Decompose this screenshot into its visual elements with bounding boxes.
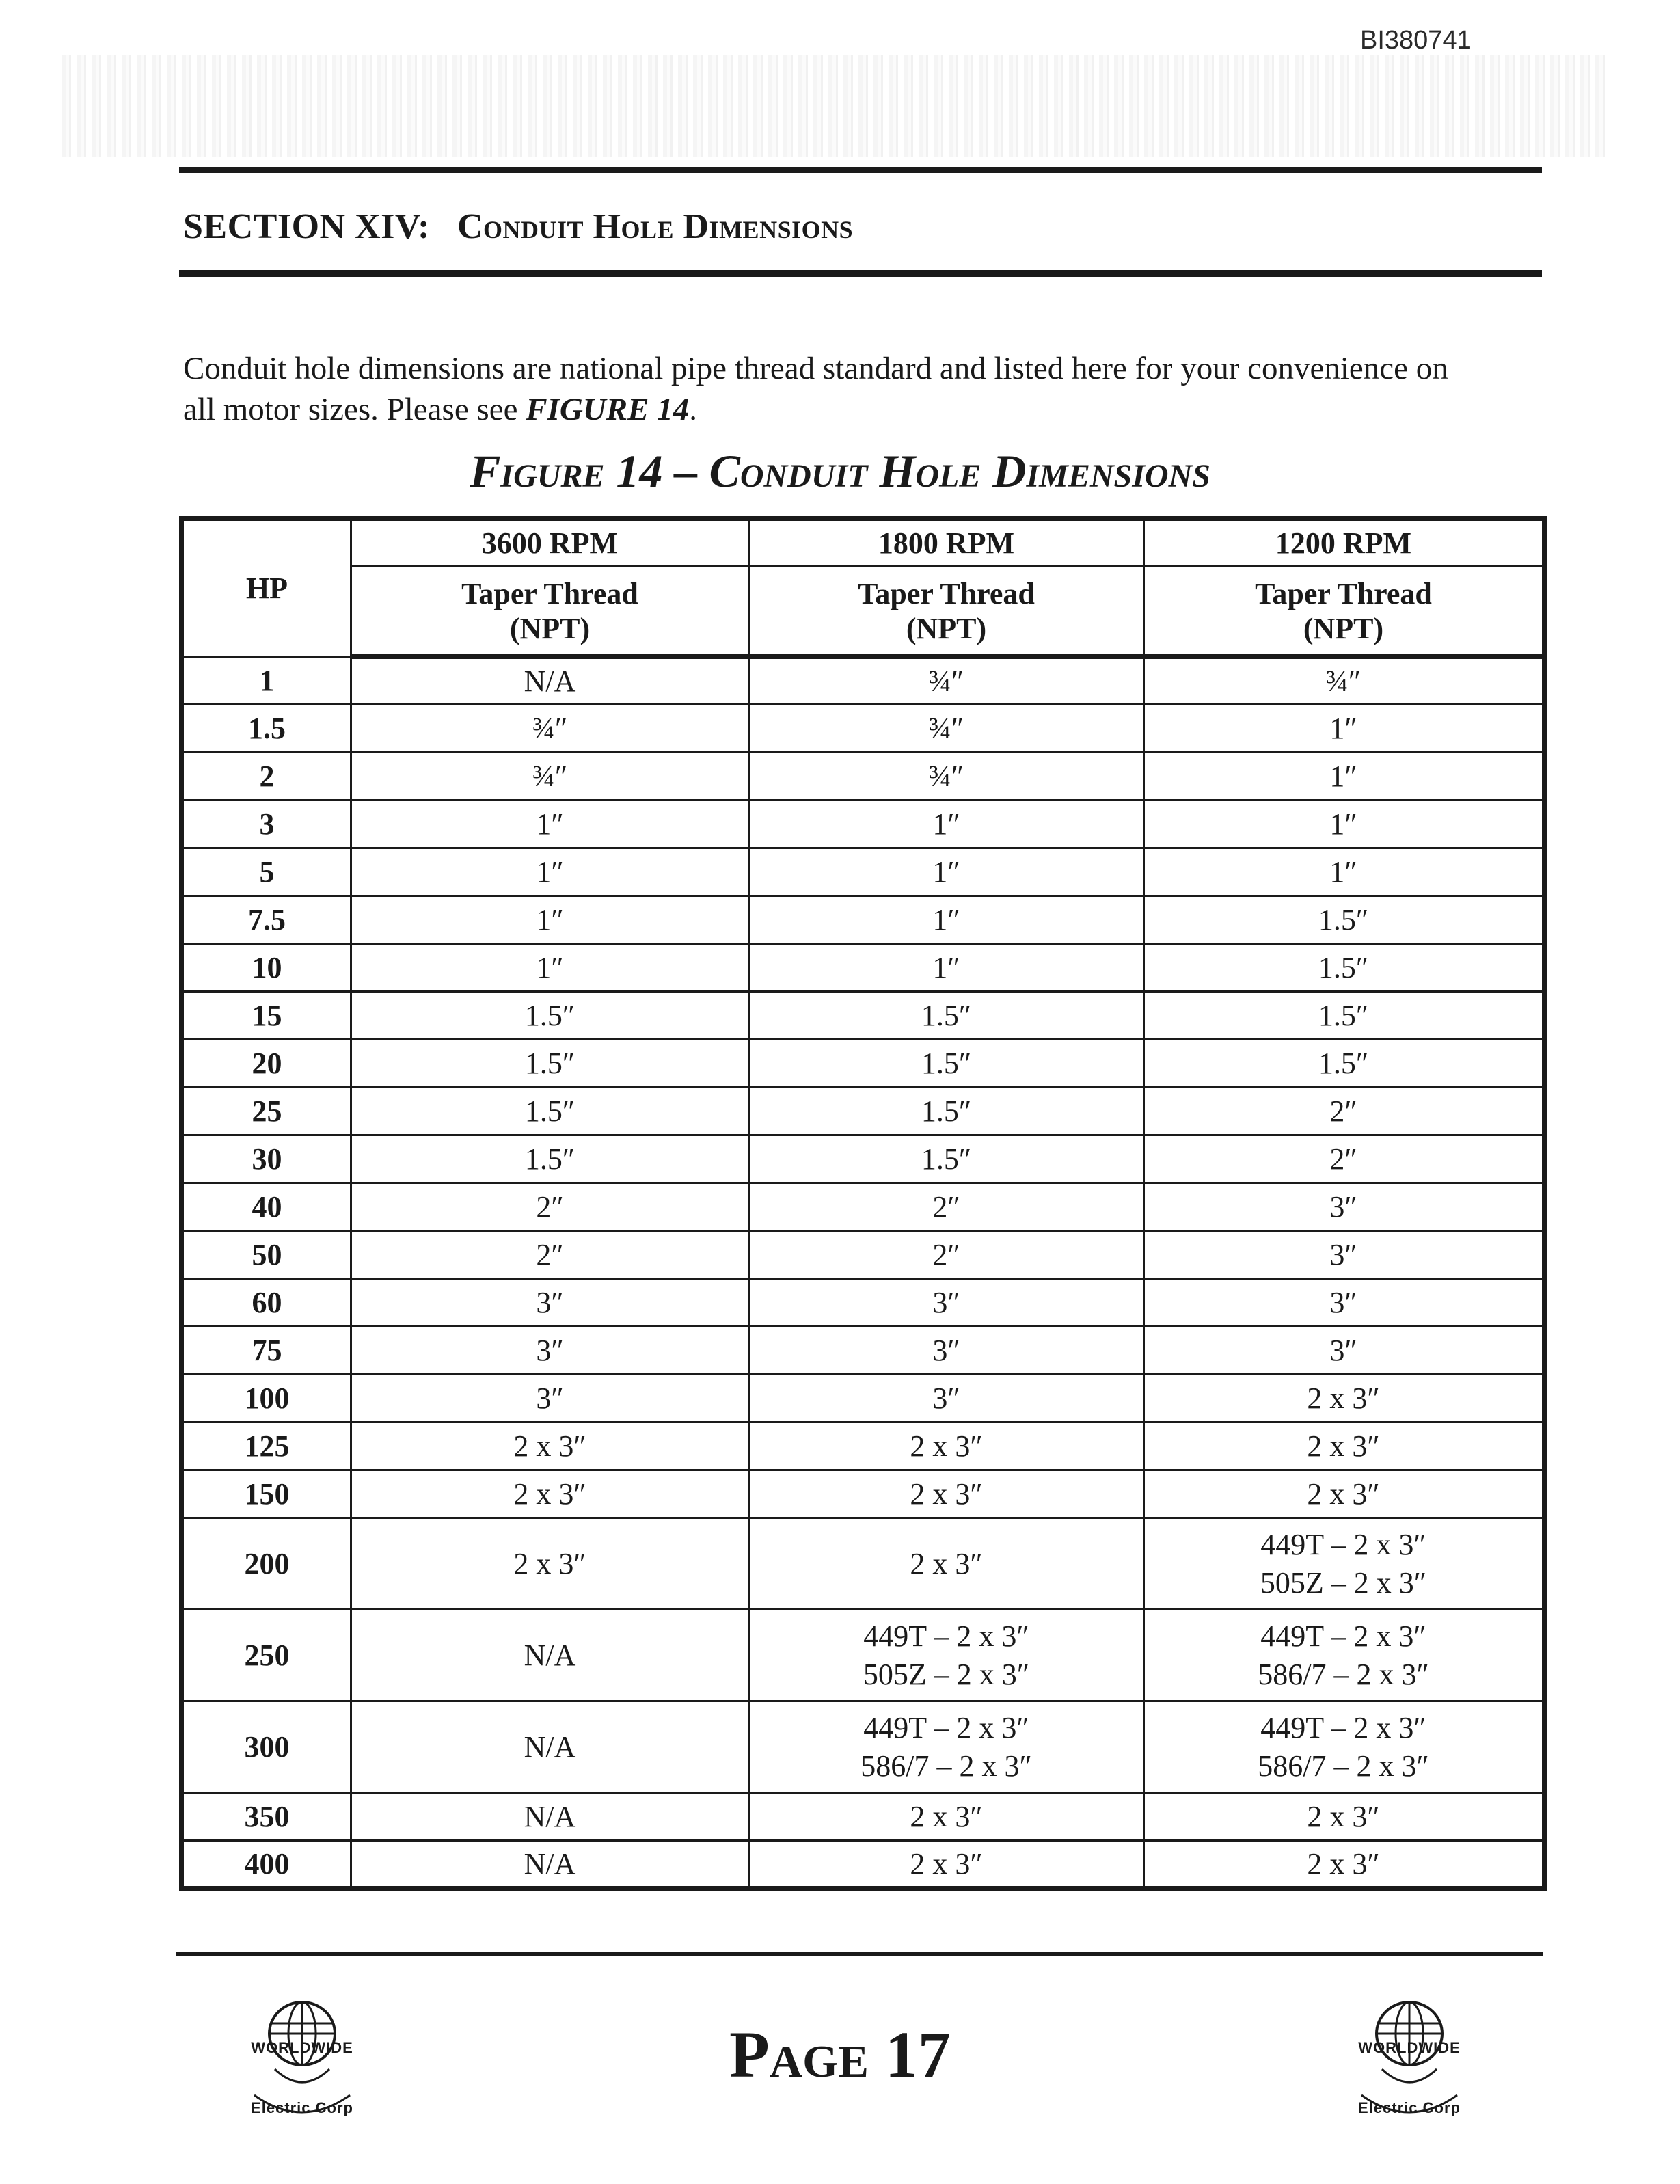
conduit-size-cell bbox=[749, 992, 1144, 1040]
hp-cell: 7.5 bbox=[182, 896, 351, 944]
table-row bbox=[182, 1088, 1545, 1135]
conduit-size-cell bbox=[1144, 1231, 1545, 1279]
figure-title: Figure 14 – Conduit Hole Dimensions bbox=[470, 445, 1210, 497]
conduit-size-cell bbox=[749, 1841, 1144, 1889]
conduit-size-cell bbox=[351, 1793, 749, 1841]
rpm-header: 3600 RPM bbox=[351, 519, 749, 567]
conduit-size-cell bbox=[1144, 1518, 1545, 1610]
hp-cell: 350 bbox=[182, 1793, 351, 1841]
conduit-size-value: 2 x 3″ bbox=[910, 1429, 983, 1463]
conduit-size-cell bbox=[1144, 1183, 1545, 1231]
conduit-size-cell bbox=[749, 1518, 1144, 1610]
section-title: Conduit Hole Dimensions bbox=[457, 207, 854, 246]
conduit-size-value: N/A bbox=[524, 1638, 576, 1672]
conduit-size-value: 2 x 3″ bbox=[910, 1846, 983, 1880]
conduit-size-value: 3″ bbox=[1329, 1189, 1357, 1224]
table-row bbox=[182, 992, 1545, 1040]
conduit-size-cell bbox=[351, 848, 749, 896]
conduit-size-value: 3″ bbox=[932, 1285, 960, 1319]
hp-cell: 2 bbox=[182, 753, 351, 800]
conduit-size-cell bbox=[749, 1610, 1144, 1701]
conduit-size-cell bbox=[749, 753, 1144, 800]
conduit-size-value: 1″ bbox=[1329, 711, 1357, 745]
conduit-size-value: 1″ bbox=[536, 950, 564, 984]
conduit-size-value: 1″ bbox=[932, 807, 960, 841]
conduit-size-cell bbox=[749, 1135, 1144, 1183]
conduit-size-value: 1.5″ bbox=[921, 998, 972, 1032]
table-row bbox=[182, 1279, 1545, 1327]
conduit-size-value: 3″ bbox=[932, 1333, 960, 1367]
hp-cell: 25 bbox=[182, 1088, 351, 1135]
conduit-size-value: N/A bbox=[524, 1846, 576, 1880]
worldwide-logo bbox=[1341, 1993, 1478, 2122]
conduit-size-value: 1″ bbox=[932, 902, 960, 936]
hp-cell: 1 bbox=[182, 657, 351, 705]
conduit-size-cell bbox=[1144, 657, 1545, 705]
section-rule bbox=[179, 270, 1542, 277]
conduit-size-cell bbox=[1144, 1375, 1545, 1423]
hp-cell: 3 bbox=[182, 800, 351, 848]
conduit-size-value: 3″ bbox=[536, 1285, 564, 1319]
thread-type-label: Taper Thread bbox=[1255, 576, 1432, 610]
conduit-size-cell bbox=[351, 1701, 749, 1793]
conduit-size-cell bbox=[749, 848, 1144, 896]
conduit-size-value: 586/7 – 2 x 3″ bbox=[1258, 1749, 1429, 1783]
table-row bbox=[182, 800, 1545, 848]
conduit-size-value: 2 x 3″ bbox=[513, 1546, 586, 1580]
conduit-size-cell bbox=[749, 1279, 1144, 1327]
table-row bbox=[182, 1841, 1545, 1889]
hp-cell: 400 bbox=[182, 1841, 351, 1889]
logo-line-1: WORLDWIDE bbox=[251, 2039, 353, 2056]
conduit-size-cell bbox=[1144, 848, 1545, 896]
conduit-size-cell bbox=[1144, 896, 1545, 944]
conduit-size-cell bbox=[749, 1183, 1144, 1231]
table-row bbox=[182, 896, 1545, 944]
conduit-size-value: 1″ bbox=[1329, 854, 1357, 889]
hp-cell: 10 bbox=[182, 944, 351, 992]
conduit-size-cell bbox=[1144, 705, 1545, 753]
logo-line-1: WORLDWIDE bbox=[1358, 2039, 1461, 2056]
rpm-header: 1200 RPM bbox=[1144, 519, 1545, 567]
conduit-size-cell bbox=[749, 800, 1144, 848]
conduit-size-value: 2 x 3″ bbox=[1307, 1799, 1380, 1833]
conduit-size-value: 449T – 2 x 3″ bbox=[1260, 1619, 1426, 1653]
conduit-size-value: 1.5″ bbox=[921, 1094, 972, 1128]
table-row bbox=[182, 1470, 1545, 1518]
conduit-size-value: 1.5″ bbox=[1318, 902, 1369, 936]
conduit-size-value: 1.5″ bbox=[1318, 1046, 1369, 1080]
conduit-size-value: 2″ bbox=[1329, 1094, 1357, 1128]
conduit-size-value: 2 x 3″ bbox=[513, 1429, 586, 1463]
conduit-size-value: 1″ bbox=[932, 950, 960, 984]
conduit-size-value: 2″ bbox=[536, 1237, 564, 1271]
thread-standard-label: (NPT) bbox=[509, 611, 591, 645]
thread-type-label: Taper Thread bbox=[858, 576, 1035, 610]
thread-standard-label: (NPT) bbox=[906, 611, 987, 645]
conduit-size-value: 2″ bbox=[536, 1189, 564, 1224]
hp-cell: 125 bbox=[182, 1423, 351, 1470]
table-row bbox=[182, 1423, 1545, 1470]
conduit-size-value: 2 x 3″ bbox=[1307, 1381, 1380, 1415]
conduit-size-cell bbox=[351, 1040, 749, 1088]
conduit-size-cell bbox=[1144, 1841, 1545, 1889]
hp-cell: 100 bbox=[182, 1375, 351, 1423]
conduit-size-cell bbox=[351, 1088, 749, 1135]
conduit-size-cell bbox=[351, 944, 749, 992]
conduit-size-cell bbox=[749, 657, 1144, 705]
conduit-size-cell bbox=[351, 992, 749, 1040]
conduit-size-value: N/A bbox=[524, 1729, 576, 1764]
conduit-size-cell bbox=[351, 1135, 749, 1183]
conduit-size-value: N/A bbox=[524, 664, 576, 698]
section-number: SECTION XIV: bbox=[183, 207, 430, 246]
table-row bbox=[182, 1135, 1545, 1183]
conduit-size-value: 2″ bbox=[1329, 1142, 1357, 1176]
hp-cell: 250 bbox=[182, 1610, 351, 1701]
table-row bbox=[182, 1610, 1545, 1701]
conduit-size-cell bbox=[351, 1375, 749, 1423]
logo-line-2: Electric Corp bbox=[1358, 2099, 1461, 2116]
conduit-size-cell bbox=[1144, 1040, 1545, 1088]
table-row bbox=[182, 705, 1545, 753]
table-row bbox=[182, 657, 1545, 705]
conduit-size-cell bbox=[749, 1470, 1144, 1518]
conduit-size-value: 3″ bbox=[536, 1381, 564, 1415]
hp-header: HP bbox=[182, 519, 351, 657]
conduit-size-cell bbox=[351, 1231, 749, 1279]
intro-paragraph bbox=[183, 348, 1482, 430]
conduit-size-cell bbox=[749, 1327, 1144, 1375]
hp-cell: 200 bbox=[182, 1518, 351, 1610]
table-row bbox=[182, 944, 1545, 992]
hp-cell: 40 bbox=[182, 1183, 351, 1231]
conduit-size-value: 2 x 3″ bbox=[1307, 1477, 1380, 1511]
conduit-size-cell bbox=[1144, 1701, 1545, 1793]
conduit-size-cell bbox=[351, 1279, 749, 1327]
conduit-size-value: 1.5″ bbox=[921, 1142, 972, 1176]
scan-noise-band bbox=[62, 55, 1606, 157]
conduit-size-cell bbox=[749, 1423, 1144, 1470]
conduit-size-cell bbox=[351, 800, 749, 848]
table-row bbox=[182, 1327, 1545, 1375]
conduit-size-cell bbox=[351, 1841, 749, 1889]
figure-reference: FIGURE 14 bbox=[526, 392, 690, 427]
conduit-size-value: 1″ bbox=[536, 854, 564, 889]
conduit-size-value: ¾″ bbox=[928, 759, 964, 793]
conduit-size-cell bbox=[749, 896, 1144, 944]
conduit-size-value: 2 x 3″ bbox=[910, 1546, 983, 1580]
conduit-size-value: 1.5″ bbox=[524, 1046, 575, 1080]
conduit-size-value: 586/7 – 2 x 3″ bbox=[1258, 1657, 1429, 1691]
conduit-size-cell bbox=[1144, 1135, 1545, 1183]
hp-cell: 60 bbox=[182, 1279, 351, 1327]
conduit-size-value: 1″ bbox=[1329, 759, 1357, 793]
header-rule bbox=[179, 167, 1542, 173]
table-row bbox=[182, 1375, 1545, 1423]
conduit-size-cell bbox=[749, 1701, 1144, 1793]
conduit-size-cell bbox=[351, 1470, 749, 1518]
table-row bbox=[182, 1518, 1545, 1610]
conduit-size-cell bbox=[351, 1327, 749, 1375]
hp-cell: 20 bbox=[182, 1040, 351, 1088]
conduit-size-cell bbox=[351, 657, 749, 705]
conduit-size-cell bbox=[749, 1040, 1144, 1088]
conduit-size-value: ¾″ bbox=[532, 759, 568, 793]
thread-type-header bbox=[351, 567, 749, 657]
hp-cell: 150 bbox=[182, 1470, 351, 1518]
footer-rule bbox=[176, 1952, 1543, 1956]
conduit-size-value: 1″ bbox=[1329, 807, 1357, 841]
conduit-size-cell bbox=[1144, 1610, 1545, 1701]
conduit-size-cell bbox=[351, 1423, 749, 1470]
conduit-size-value: 1.5″ bbox=[1318, 998, 1369, 1032]
conduit-size-cell bbox=[1144, 1793, 1545, 1841]
conduit-size-cell bbox=[1144, 753, 1545, 800]
hp-cell: 15 bbox=[182, 992, 351, 1040]
conduit-size-value: 3″ bbox=[1329, 1285, 1357, 1319]
conduit-size-cell bbox=[1144, 1088, 1545, 1135]
hp-cell: 75 bbox=[182, 1327, 351, 1375]
hp-cell: 50 bbox=[182, 1231, 351, 1279]
conduit-size-value: 2″ bbox=[932, 1237, 960, 1271]
conduit-size-value: 1.5″ bbox=[921, 1046, 972, 1080]
conduit-size-cell bbox=[351, 896, 749, 944]
conduit-size-value: 586/7 – 2 x 3″ bbox=[861, 1749, 1032, 1783]
conduit-size-value: 505Z – 2 x 3″ bbox=[863, 1657, 1030, 1691]
conduit-size-value: ¾″ bbox=[532, 711, 568, 745]
conduit-size-cell bbox=[1144, 992, 1545, 1040]
conduit-size-value: 1″ bbox=[536, 902, 564, 936]
intro-text: Conduit hole dimensions are national pipe thread standard and listed here for your convenience on all motor sizes. Please see bbox=[183, 351, 1448, 427]
conduit-size-value: 3″ bbox=[1329, 1237, 1357, 1271]
conduit-size-value: 3″ bbox=[932, 1381, 960, 1415]
conduit-size-cell bbox=[749, 1375, 1144, 1423]
table-row bbox=[182, 1183, 1545, 1231]
conduit-size-value: 1″ bbox=[932, 854, 960, 889]
thread-type-header bbox=[1144, 567, 1545, 657]
conduit-size-cell bbox=[749, 944, 1144, 992]
conduit-size-cell bbox=[351, 705, 749, 753]
conduit-size-cell bbox=[1144, 1423, 1545, 1470]
conduit-size-value: 2 x 3″ bbox=[910, 1477, 983, 1511]
logo-wordmark bbox=[1341, 2039, 1478, 2117]
conduit-size-cell bbox=[351, 753, 749, 800]
conduit-size-value: ¾″ bbox=[1325, 664, 1361, 698]
table-row bbox=[182, 1701, 1545, 1793]
thread-type-label: Taper Thread bbox=[461, 576, 638, 610]
hp-cell: 1.5 bbox=[182, 705, 351, 753]
conduit-size-value: 449T – 2 x 3″ bbox=[1260, 1710, 1426, 1744]
hp-cell: 5 bbox=[182, 848, 351, 896]
document-id: BI380741 bbox=[1360, 26, 1472, 55]
table-row bbox=[182, 1793, 1545, 1841]
conduit-size-cell bbox=[351, 1518, 749, 1610]
conduit-size-cell bbox=[1144, 1279, 1545, 1327]
hp-cell: 30 bbox=[182, 1135, 351, 1183]
conduit-size-value: 3″ bbox=[536, 1333, 564, 1367]
conduit-size-value: 1.5″ bbox=[1318, 950, 1369, 984]
thread-type-header bbox=[749, 567, 1144, 657]
conduit-size-value: 449T – 2 x 3″ bbox=[863, 1619, 1029, 1653]
intro-end: . bbox=[689, 392, 697, 427]
conduit-size-value: 1″ bbox=[536, 807, 564, 841]
conduit-size-cell bbox=[749, 1088, 1144, 1135]
thread-standard-label: (NPT) bbox=[1303, 611, 1384, 645]
conduit-size-value: 2 x 3″ bbox=[1307, 1846, 1380, 1880]
conduit-size-value: ¾″ bbox=[928, 711, 964, 745]
conduit-size-cell bbox=[749, 1793, 1144, 1841]
hp-cell: 300 bbox=[182, 1701, 351, 1793]
table-row bbox=[182, 848, 1545, 896]
conduit-size-cell bbox=[1144, 800, 1545, 848]
table-row bbox=[182, 753, 1545, 800]
conduit-size-value: ¾″ bbox=[928, 664, 964, 698]
conduit-size-cell bbox=[1144, 944, 1545, 992]
conduit-size-value: 1.5″ bbox=[524, 1094, 575, 1128]
table-row bbox=[182, 1231, 1545, 1279]
conduit-size-value: N/A bbox=[524, 1799, 576, 1833]
conduit-size-value: 2 x 3″ bbox=[513, 1477, 586, 1511]
conduit-size-cell bbox=[351, 1183, 749, 1231]
page-number: Page 17 bbox=[729, 2018, 951, 2091]
table-row bbox=[182, 1040, 1545, 1088]
conduit-size-value: 2″ bbox=[932, 1189, 960, 1224]
conduit-size-value: 2 x 3″ bbox=[910, 1799, 983, 1833]
conduit-size-value: 1.5″ bbox=[524, 1142, 575, 1176]
conduit-size-value: 1.5″ bbox=[524, 998, 575, 1032]
logo-line-2: Electric Corp bbox=[251, 2099, 353, 2116]
section-heading bbox=[183, 206, 853, 247]
conduit-size-cell bbox=[749, 1231, 1144, 1279]
conduit-size-value: 2 x 3″ bbox=[1307, 1429, 1380, 1463]
rpm-header: 1800 RPM bbox=[749, 519, 1144, 567]
conduit-size-value: 3″ bbox=[1329, 1333, 1357, 1367]
conduit-size-cell bbox=[1144, 1327, 1545, 1375]
conduit-size-value: 449T – 2 x 3″ bbox=[863, 1710, 1029, 1744]
conduit-size-value: 505Z – 2 x 3″ bbox=[1260, 1565, 1427, 1600]
conduit-dimensions-table bbox=[179, 516, 1547, 1891]
conduit-size-cell bbox=[1144, 1470, 1545, 1518]
conduit-size-cell bbox=[351, 1610, 749, 1701]
conduit-size-cell bbox=[749, 705, 1144, 753]
conduit-size-value: 449T – 2 x 3″ bbox=[1260, 1527, 1426, 1561]
